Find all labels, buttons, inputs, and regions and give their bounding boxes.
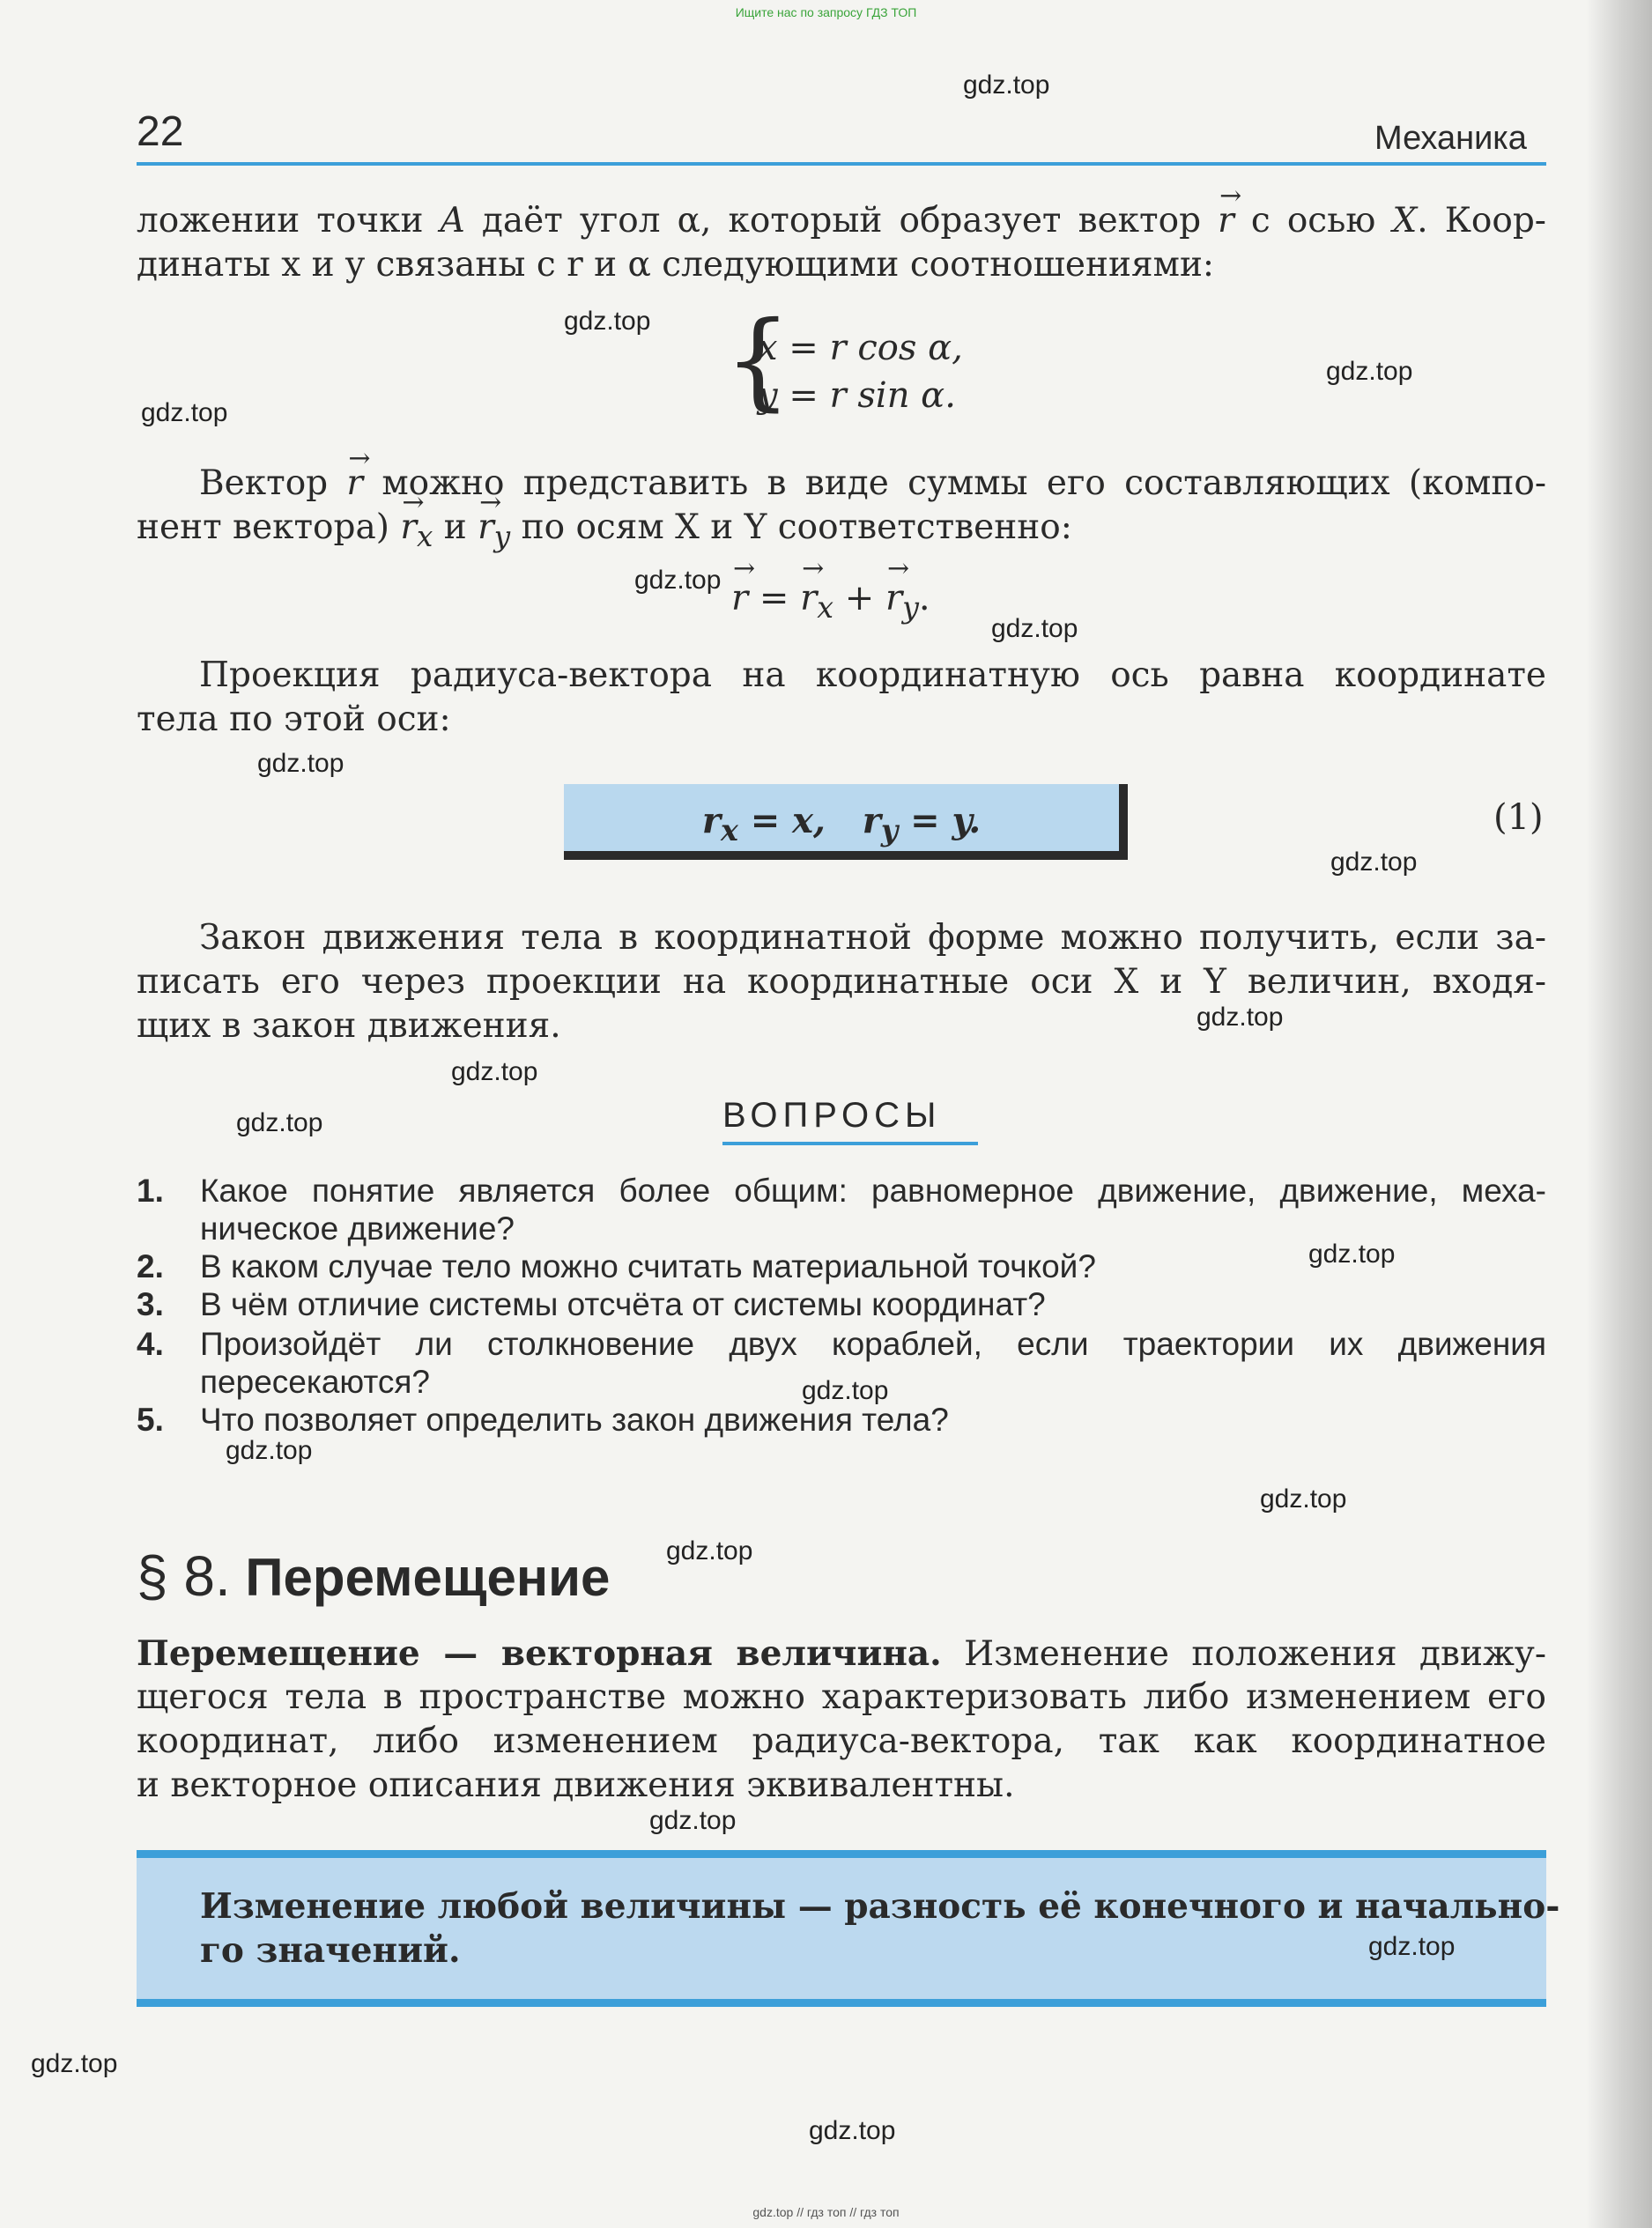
watermark: gdz.top [1368,1932,1456,1961]
text-line: тела по этой оси: [137,699,451,739]
watermark: gdz.top [634,566,722,595]
watermark: gdz.top [451,1057,538,1086]
header-rule [137,162,1546,166]
watermark: gdz.top [1326,357,1413,386]
definition-box [137,1850,1560,2007]
text-line: ложении точки A даёт угол α, который образует вектор → r с осью X. Коор- [137,199,1546,243]
watermark: gdz.top [666,1536,753,1566]
watermark: gdz.top [963,70,1050,100]
watermark: gdz.top [809,2116,896,2145]
watermark: gdz.top [802,1376,889,1405]
page-number: 22 [137,108,184,155]
projection-equation-box [564,784,1128,860]
text-line: координат, либо изменением радиуса-вектора, так как координатное [137,1721,1546,1761]
text-line: нент вектора) → $r_x$ $и \to r_y$ по осям X и Y соответственно: [137,506,1546,559]
watermark: gdz.top [564,307,651,336]
projection-equation: $r_x = x$, $r_y = y$. [701,800,982,848]
section-heading: § 8. Перемещение [137,1544,611,1608]
text-line: динаты x и y связаны с r и α следующими соотношениями: [137,245,1215,285]
vector-r: → r [1218,199,1234,243]
watermark: gdz.top [226,1436,313,1465]
questions-heading: ВОПРОСЫ [722,1096,942,1135]
watermark: gdz.top [991,614,1078,643]
top-banner[interactable]: Ищите нас по запросу ГДЗ ТОП [735,5,917,19]
vector-sum-formula: → r = → $r_x$ + → $r_y$. [731,578,930,625]
watermark: gdz.top [31,2049,118,2078]
questions-rule [722,1142,978,1145]
text-line: писать его через проекции на координатные оси X и Y величин, входя- [137,962,1546,1002]
definition-line: го значений. [200,1930,461,1971]
system-brace: { [724,300,792,422]
text-line: Вектор → r можно представить в виде суммы его составляющих (компо- [199,462,1546,506]
bottom-banner[interactable]: gdz.top // гдз топ // гдз топ [752,2205,900,2219]
text-line: Проекция радиуса-вектора на координатную ось равна координате [199,655,1546,695]
watermark: gdz.top [1308,1240,1396,1269]
system-equation-1: x = r cos α, [758,328,963,368]
watermark: gdz.top [1196,1003,1284,1032]
definition-line: Изменение любой величины — разность её конечного и начально- [200,1886,1560,1927]
text-line: щегося тела в пространстве можно характеризовать либо изменением его [137,1677,1546,1717]
equation-number: (1) [1493,797,1544,838]
watermark: gdz.top [649,1806,737,1835]
text-line: Закон движения тела в координатной форме можно получить, если за- [199,918,1546,958]
page-edge-shadow [1586,0,1652,2228]
running-header: Механика [1374,120,1527,157]
text-line: и векторное описания движения эквивалентны. [137,1765,1015,1805]
text-line: щих в закон движения. [137,1006,561,1046]
watermark: gdz.top [236,1108,323,1137]
system-equation-2: y = r sin α. [758,375,956,416]
watermark: gdz.top [257,749,344,778]
text-line: Перемещение — векторная величина. Изменение положения движу- [137,1633,1546,1674]
watermark: gdz.top [1330,848,1418,877]
watermark: gdz.top [141,398,228,427]
watermark: gdz.top [1260,1484,1347,1514]
